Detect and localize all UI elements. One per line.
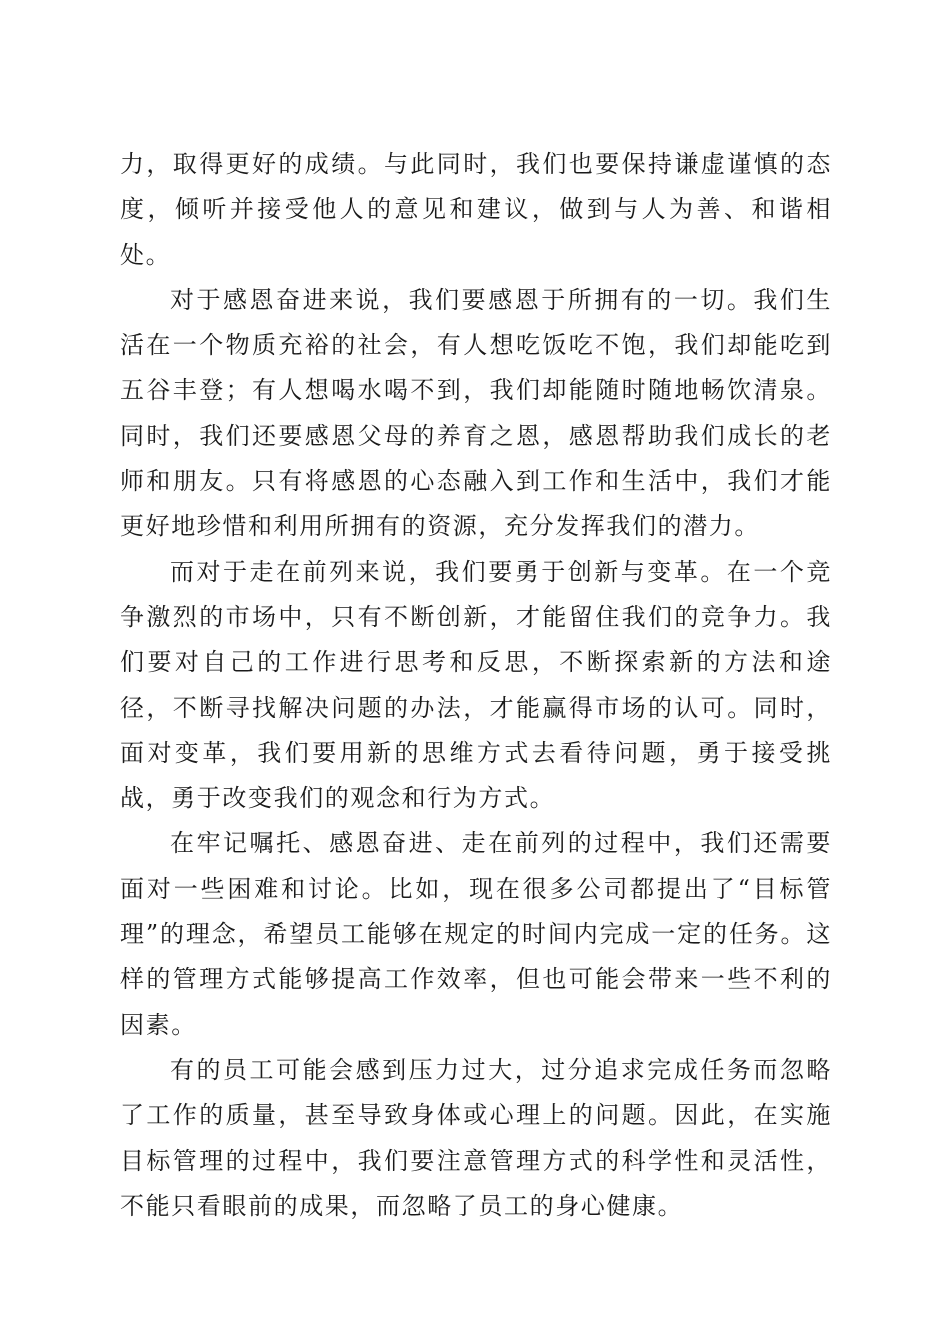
paragraph-gratitude: 对于感恩奋进来说，我们要感恩于所拥有的一切。我们生活在一个物质充裕的社会，有人想吃饭吃不饱，我们却能吃到五谷丰登；有人想喝水喝不到，我们却能随时随地畅饮清泉。同时，我们还要感恩父母的养育之恩，感恩帮助我们成长的老师和朋友。只有将感恩的心态融入到工作和生活中，我们才能更好地珍惜和利用所拥有的资源，充分发挥我们的潜力。 xyxy=(120,285,832,541)
paragraph-employee-health: 有的员工可能会感到压力过大，过分追求完成任务而忽略了工作的质量，甚至导致身体或心理上的问题。因此，在实施目标管理的过程中，我们要注意管理方式的科学性和灵活性，不能只看眼前的成果，而忽略了员工的身心健康。 xyxy=(120,1055,832,1220)
document-body xyxy=(120,142,832,1229)
paragraph-innovation: 而对于走在前列来说，我们要勇于创新与变革。在一个竞争激烈的市场中，只有不断创新，才能留住我们的竞争力。我们要对自己的工作进行思考和反思，不断探索新的方法和途径，不断寻找解决问题的办法，才能赢得市场的认可。同时，面对变革，我们要用新的思维方式去看待问题，勇于接受挑战，勇于改变我们的观念和行为方式。 xyxy=(120,557,832,813)
paragraph-continuation: 力，取得更好的成绩。与此同时，我们也要保持谦虚谨慎的态度，倾听并接受他人的意见和建议，做到与人为善、和谐相处。 xyxy=(120,150,832,269)
paragraph-challenges: 在牢记嘱托、感恩奋进、走在前列的过程中，我们还需要面对一些困难和讨论。比如，现在很多公司都提出了“目标管理”的理念，希望员工能够在规定的时间内完成一定的任务。这样的管理方式能够提高工作效率，但也可能会带来一些不利的因素。 xyxy=(120,829,832,1039)
